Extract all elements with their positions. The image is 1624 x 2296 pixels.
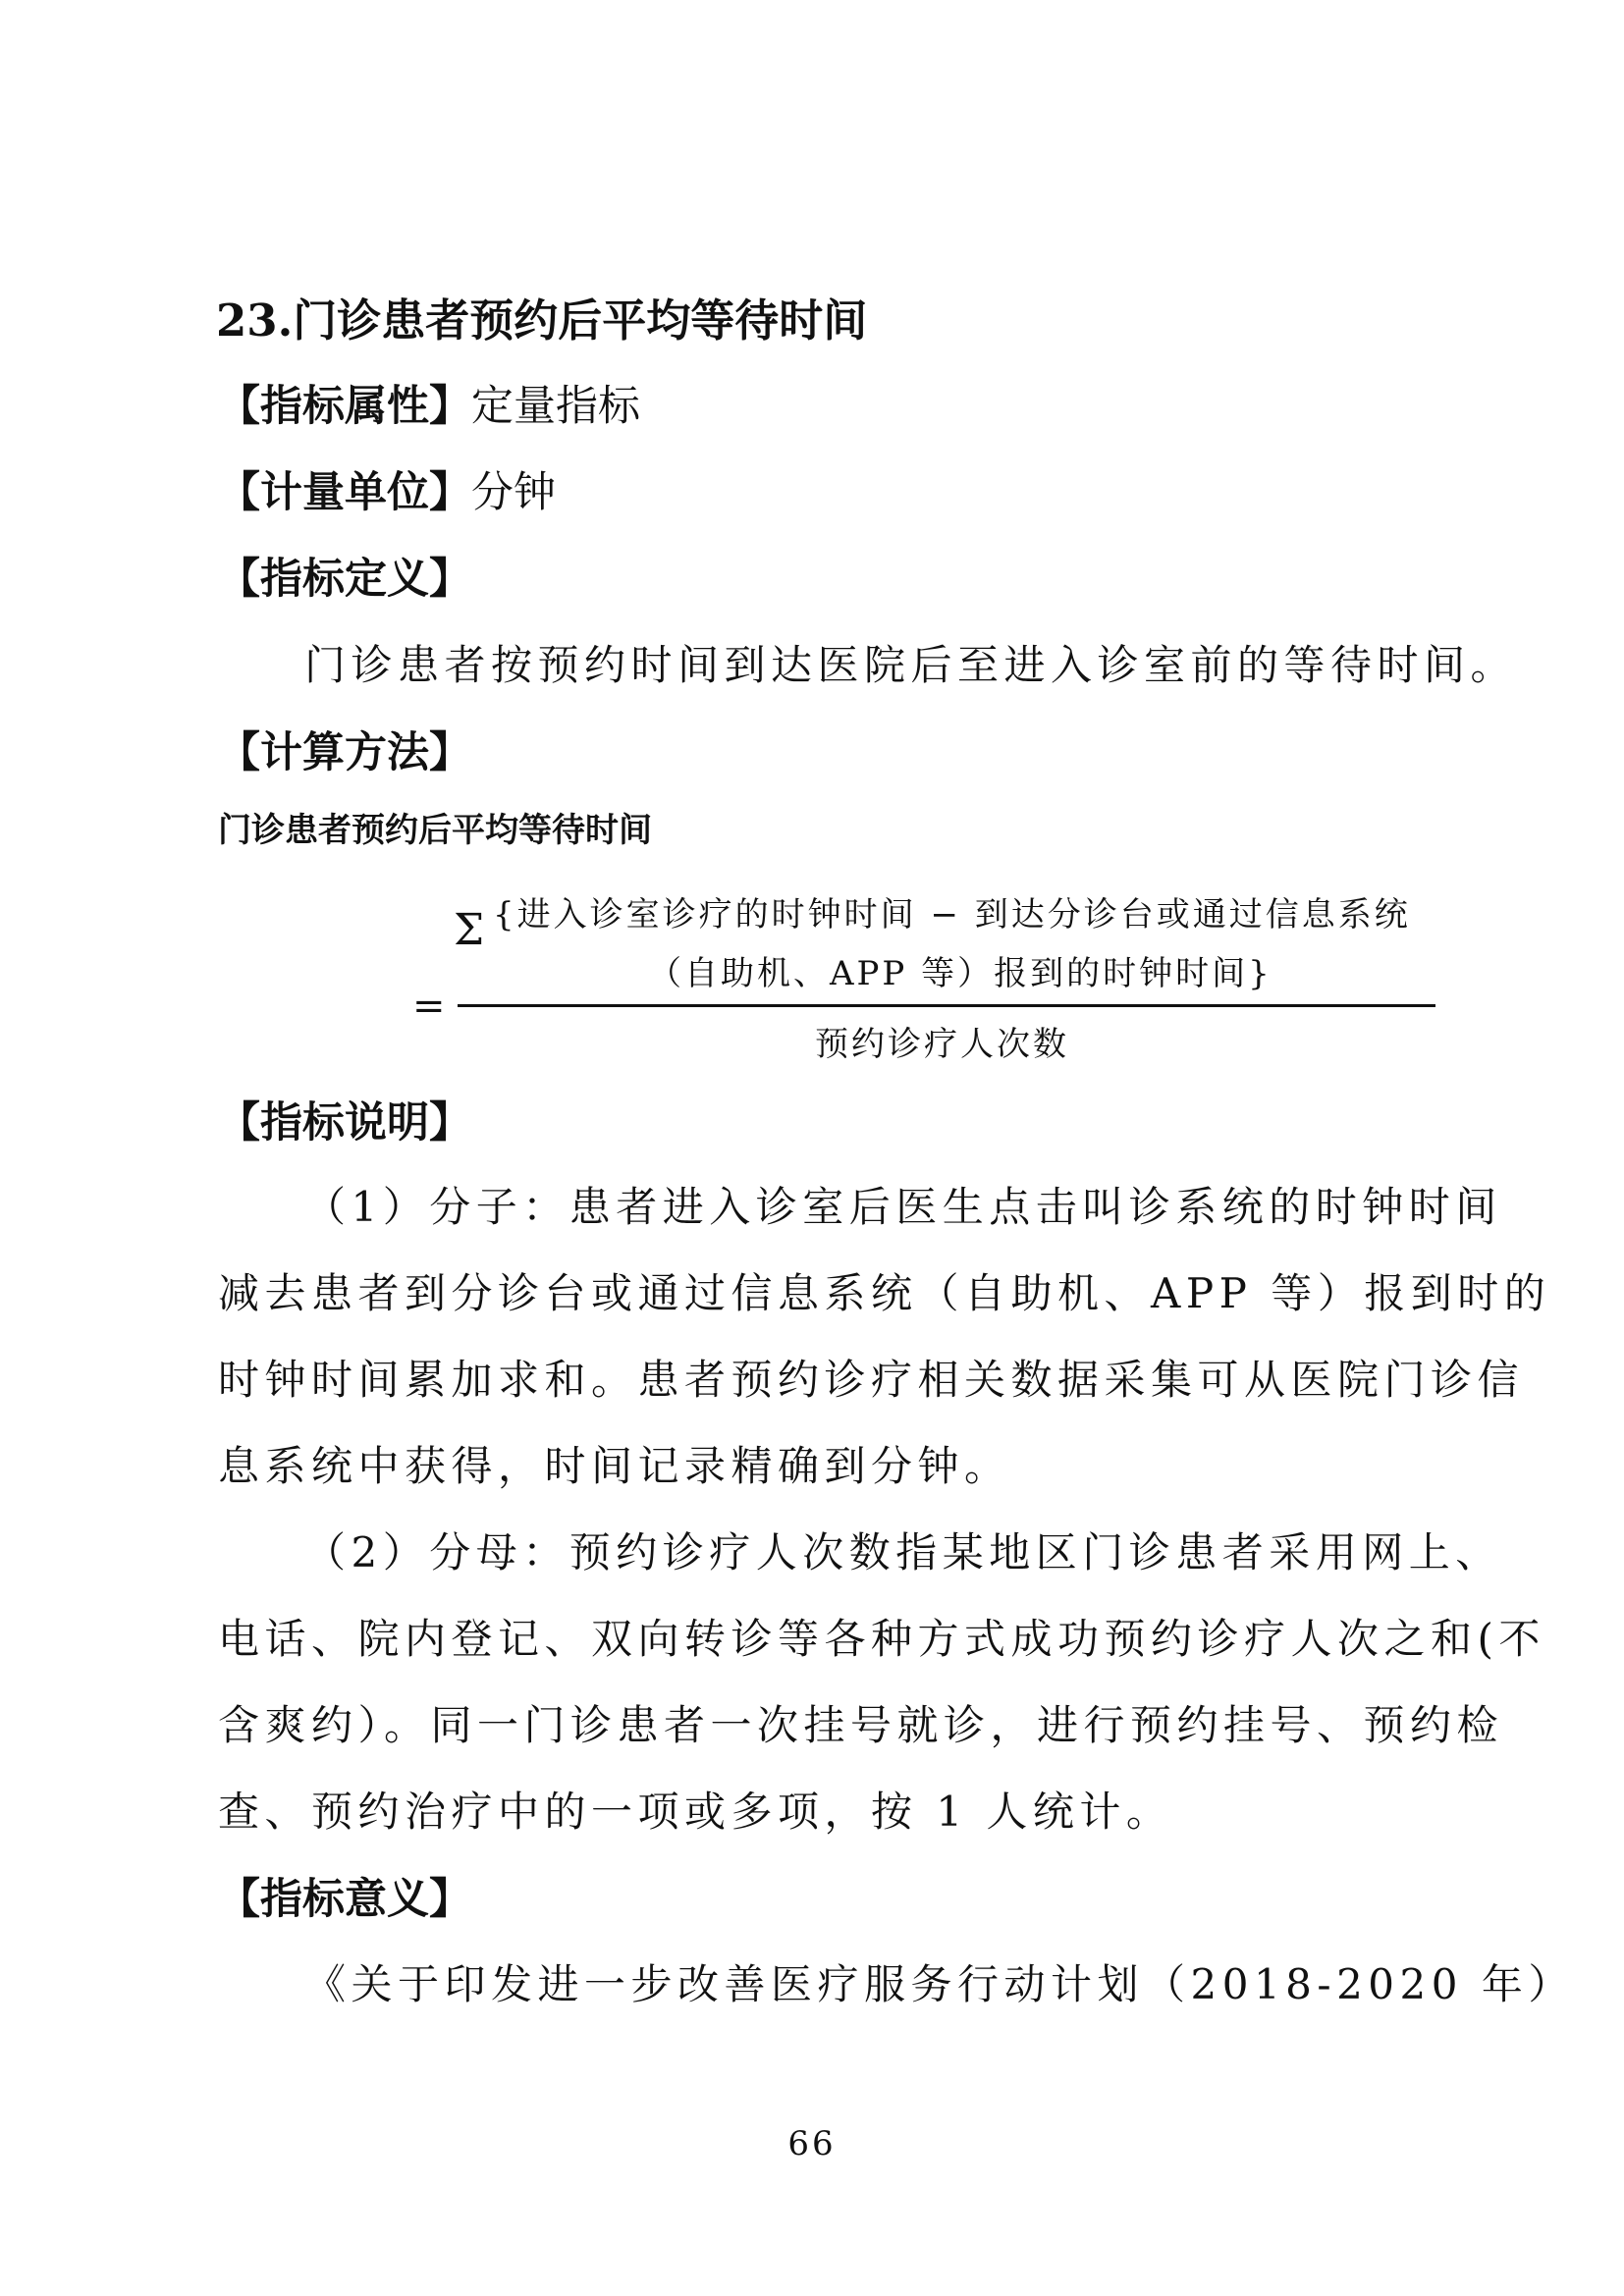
attribute-row xyxy=(218,373,640,433)
denominator: 预约诊疗人次数 xyxy=(815,1025,1069,1064)
numerator-line-2: （自助机、APP 等）报到的时钟时间} xyxy=(648,954,1272,993)
explanation-heading xyxy=(218,1090,471,1149)
explanation-line: 息系统中获得，时间记录精确到分钟。 xyxy=(218,1442,1011,1490)
attribute-value: 定量指标 xyxy=(471,382,640,431)
unit-row xyxy=(218,459,556,519)
explanation-line: （2）分母：预约诊疗人次数指某地区门诊患者采用网上、 xyxy=(304,1528,1502,1576)
explanation-line: 减去患者到分诊台或通过信息系统（自助机、APP 等）报到时的 xyxy=(218,1269,1551,1317)
significance-text: 《关于印发进一步改善医疗服务行动计划（2018-2020 年） xyxy=(304,1960,1575,2008)
numerator-line-1: {进入诊室诊疗的时钟时间 − 到达分诊台或通过信息系统 xyxy=(493,895,1411,934)
explanation-label: 【指标说明】 xyxy=(218,1098,471,1148)
explanation-line: （1）分子：患者进入诊室后医生点击叫诊系统的时钟时间 xyxy=(304,1183,1502,1231)
significance-label: 【指标意义】 xyxy=(218,1875,471,1924)
unit-value: 分钟 xyxy=(471,468,556,517)
formula xyxy=(412,874,1434,1070)
explanation-line: 时钟时间累加求和。患者预约诊疗相关数据采集可从医院门诊信 xyxy=(218,1356,1525,1404)
attribute-label: 【指标属性】 xyxy=(218,382,471,431)
definition-text: 门诊患者按预约时间到达医院后至进入诊室前的等待时间。 xyxy=(304,641,1518,689)
formula-label: 门诊患者预约后平均等待时间 xyxy=(218,811,652,850)
calculation-label: 【计算方法】 xyxy=(218,728,471,777)
definition-label: 【指标定义】 xyxy=(218,555,471,604)
definition-heading xyxy=(218,546,471,606)
sigma-symbol: Σ xyxy=(454,905,485,955)
fraction-bar xyxy=(458,1004,1435,1007)
explanation-line: 查、预约治疗中的一项或多项，按 1 人统计。 xyxy=(218,1788,1173,1836)
unit-label: 【计量单位】 xyxy=(218,468,471,517)
equals-sign: = xyxy=(412,984,446,1029)
explanation-line: 电话、院内登记、双向转诊等各种方式成功预约诊疗人次之和(不 xyxy=(218,1615,1545,1663)
explanation-line: 含爽约）。同一门诊患者一次挂号就诊，进行预约挂号、预约检 xyxy=(218,1701,1504,1749)
section-title: 23.门诊患者预约后平均等待时间 xyxy=(216,294,868,347)
calculation-heading xyxy=(218,720,471,779)
significance-heading xyxy=(218,1866,471,1926)
page-number: 66 xyxy=(787,2124,837,2163)
